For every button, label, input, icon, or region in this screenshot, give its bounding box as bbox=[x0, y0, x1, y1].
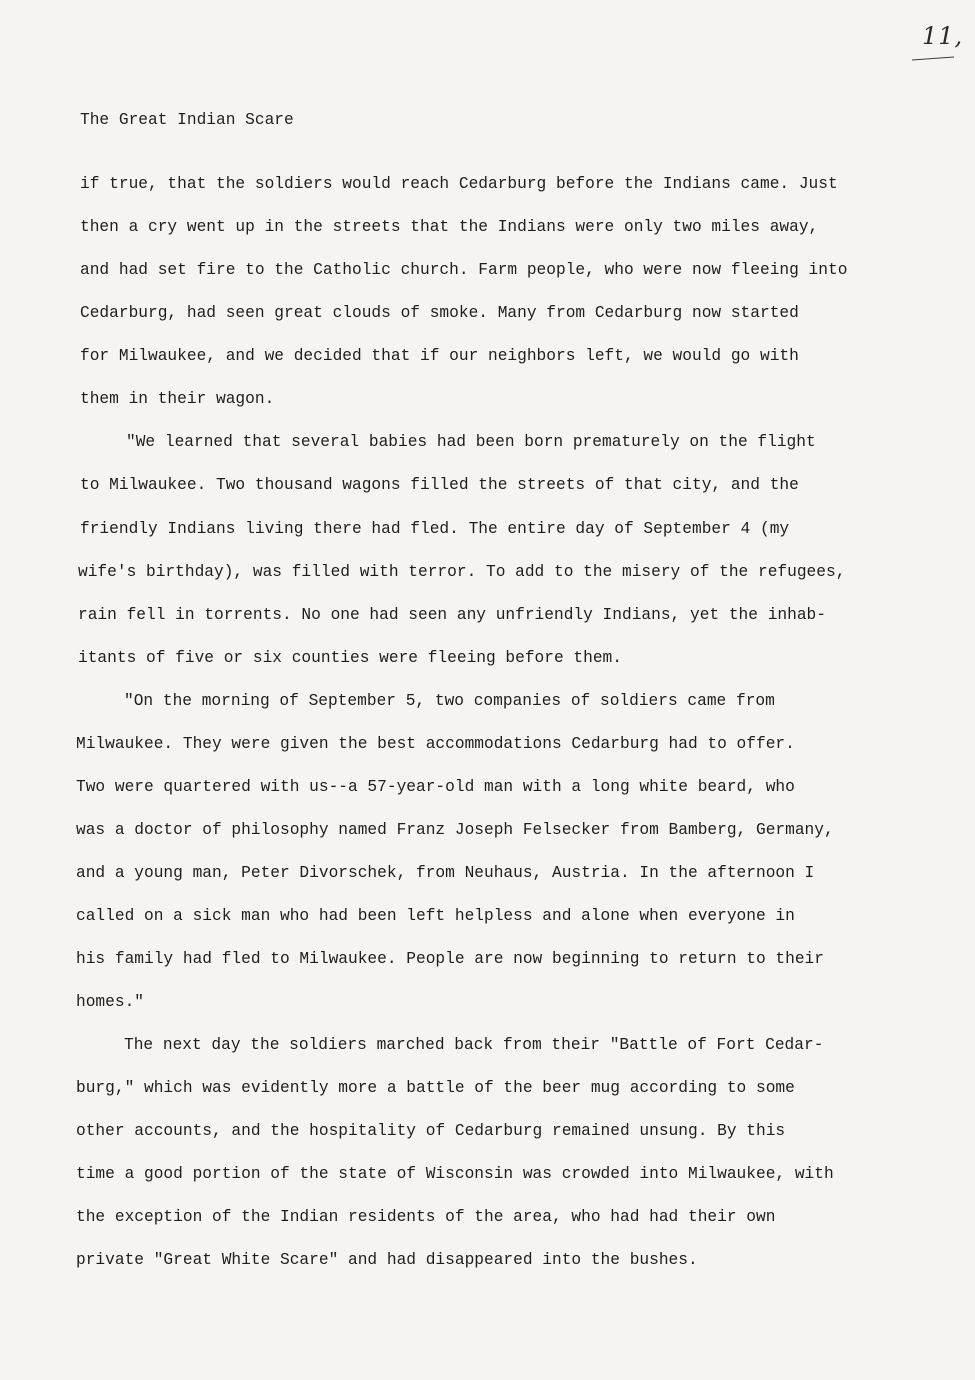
text-line: them in their wagon. bbox=[80, 390, 275, 408]
page-number-underline bbox=[912, 57, 954, 61]
text-line: for Milwaukee, and we decided that if our neighbors left, we would go with bbox=[80, 347, 799, 365]
text-line: homes." bbox=[76, 993, 144, 1011]
text-line: and had set fire to the Catholic church. Farm people, who were now fleeing into bbox=[80, 261, 848, 279]
text-line: The next day the soldiers marched back from their "Battle of Fort Cedar- bbox=[124, 1036, 824, 1054]
text-line: time a good portion of the state of Wisconsin was crowded into Milwaukee, with bbox=[76, 1165, 834, 1183]
running-head: The Great Indian Scare bbox=[80, 111, 294, 129]
text-line: wife's birthday), was filled with terror. To add to the misery of the refugees, bbox=[78, 563, 846, 581]
text-line: Two were quartered with us--a 57-year-old man with a long white beard, who bbox=[76, 778, 795, 796]
text-line: friendly Indians living there had fled. The entire day of September 4 (my bbox=[80, 520, 790, 538]
text-line: Milwaukee. They were given the best accommodations Cedarburg had to offer. bbox=[76, 735, 795, 753]
text-line: Cedarburg, had seen great clouds of smoke. Many from Cedarburg now started bbox=[80, 304, 799, 322]
page-number: 11, bbox=[922, 22, 964, 50]
text-line: his family had fled to Milwaukee. People are now beginning to return to their bbox=[76, 950, 824, 968]
text-line: was a doctor of philosophy named Franz Joseph Felsecker from Bamberg, Germany, bbox=[76, 821, 834, 839]
text-line: if true, that the soldiers would reach Cedarburg before the Indians came. Just bbox=[80, 175, 838, 193]
text-line: rain fell in torrents. No one had seen any unfriendly Indians, yet the inhab- bbox=[78, 606, 826, 624]
text-line: itants of five or six counties were fleeing before them. bbox=[78, 649, 622, 667]
text-line: burg," which was evidently more a battle of the beer mug according to some bbox=[76, 1079, 795, 1097]
text-line: the exception of the Indian residents of the area, who had had their own bbox=[76, 1208, 776, 1226]
text-line: "We learned that several babies had been born prematurely on the flight bbox=[126, 433, 816, 451]
text-line: other accounts, and the hospitality of Cedarburg remained unsung. By this bbox=[76, 1122, 786, 1140]
text-line: and a young man, Peter Divorschek, from Neuhaus, Austria. In the afternoon I bbox=[76, 864, 815, 882]
text-line: called on a sick man who had been left helpless and alone when everyone in bbox=[76, 907, 795, 925]
text-line: to Milwaukee. Two thousand wagons filled the streets of that city, and the bbox=[80, 476, 799, 494]
text-line: then a cry went up in the streets that the Indians were only two miles away, bbox=[80, 218, 819, 236]
text-line: private "Great White Scare" and had disappeared into the bushes. bbox=[76, 1251, 698, 1269]
text-line: "On the morning of September 5, two companies of soldiers came from bbox=[124, 692, 775, 710]
